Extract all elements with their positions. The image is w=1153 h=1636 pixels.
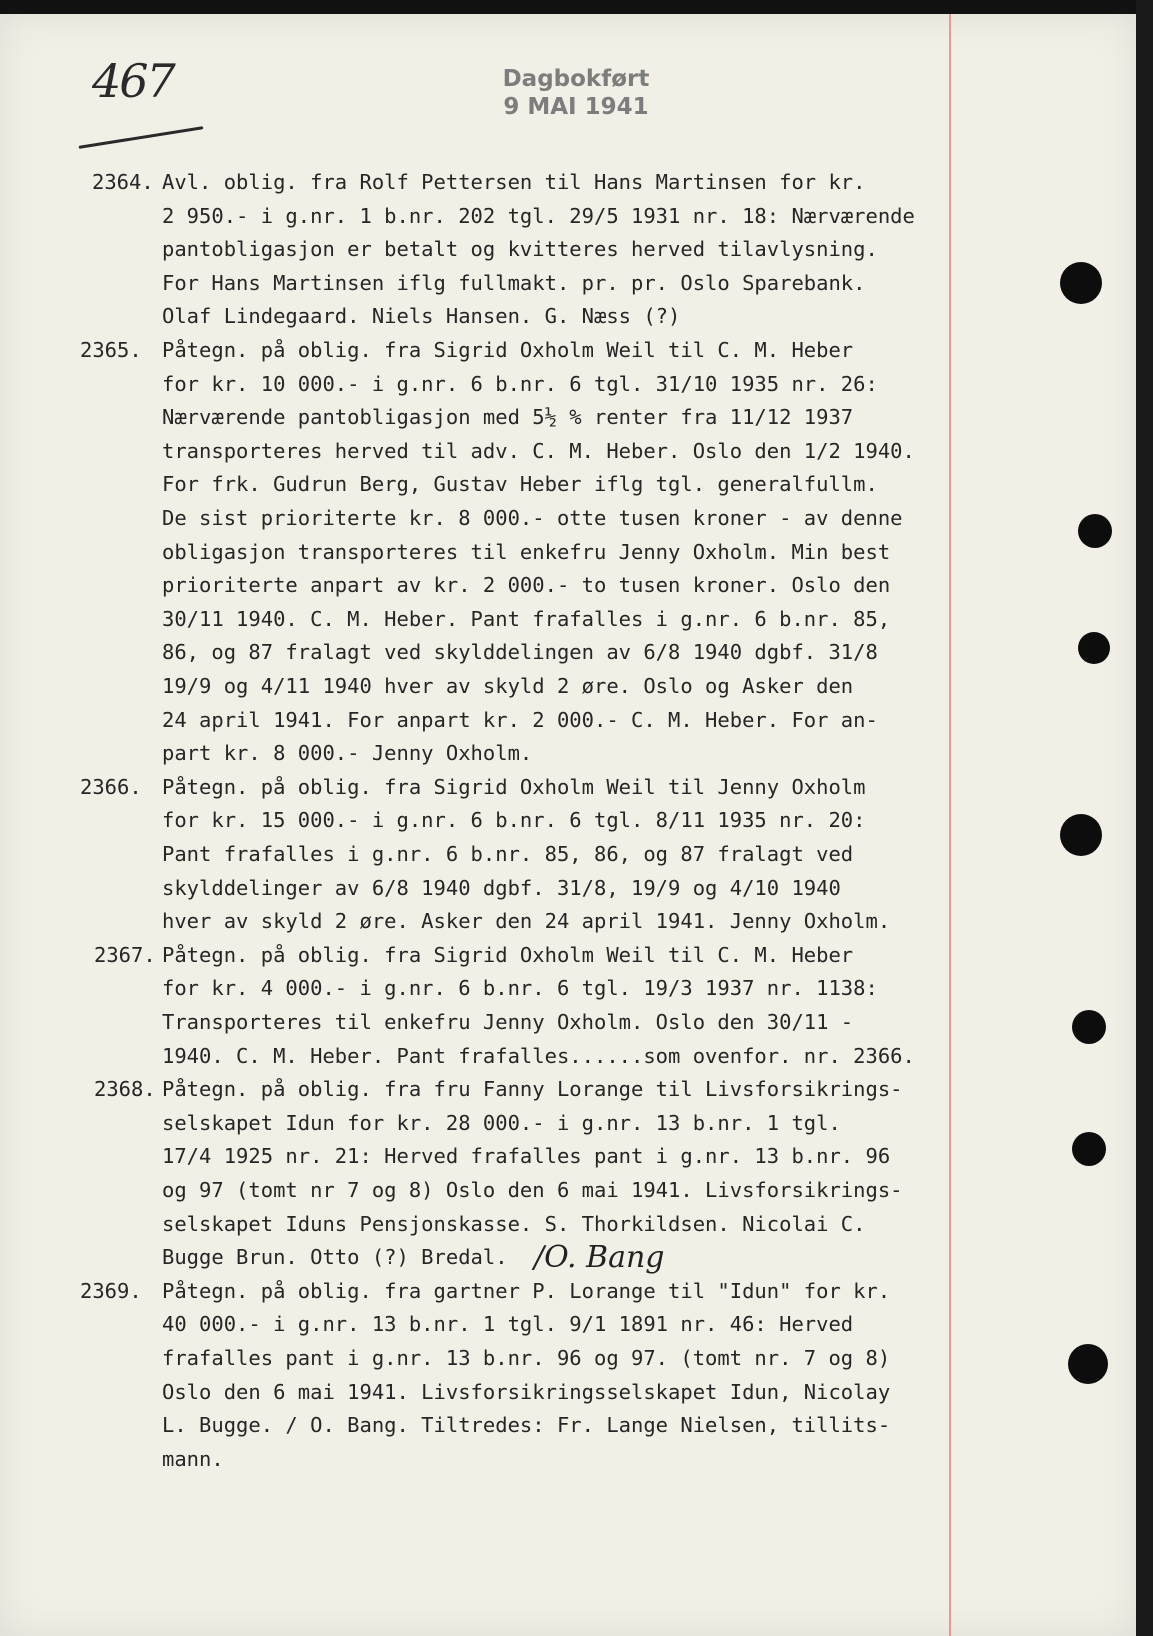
entry-text: Oslo den 6 mai 1941. Livsforsikringsselskapet Idun, Nicolay — [162, 1379, 891, 1404]
entry-number: 2367. — [94, 942, 156, 967]
entry-text: pantobligasjon er betalt og kvitteres herved tilavlysning. — [162, 237, 878, 262]
entry-text: De sist prioriterte kr. 8 000.- otte tusen kroner - av denne — [162, 506, 903, 530]
entry-text: Bugge Brun. Otto (?) Bredal. — [162, 1245, 508, 1270]
stamp-line-2: 9 MAI 1941 — [503, 94, 649, 120]
entry-text: transporteres herved til adv. C. M. Heber. Oslo den 1/2 1940. — [162, 438, 915, 463]
punch-hole — [1068, 1344, 1108, 1384]
entry-text: skylddelinger av 6/8 1940 dgbf. 31/8, 19/9 og 4/10 1940 — [162, 875, 841, 900]
entry-text: prioriterte anpart av kr. 2 000.- to tusen kroner. Oslo den — [162, 573, 891, 598]
handwritten-signature: /O. Bang — [534, 1240, 665, 1275]
punch-hole — [1078, 632, 1110, 664]
entry-text: Påtegn. på oblig. fra fru Fanny Lorange til Livsforsikrings- — [162, 1077, 903, 1102]
entry-text: 1940. C. M. Heber. Pant frafalles......som ovenfor. nr. 2366. — [162, 1043, 915, 1068]
entry-text: Avl. oblig. fra Rolf Pettersen til Hans Martinsen for kr. — [162, 170, 866, 194]
entry-text: Påtegn. på oblig. fra gartner P. Lorange til "Idun" for kr. — [162, 1278, 891, 1303]
punch-hole — [1072, 1010, 1106, 1044]
entry-text: 86, og 87 fralagt ved skylddelingen av 6/8 1940 dgbf. 31/8 — [162, 640, 878, 665]
scan-border-right — [1136, 0, 1153, 1636]
entry-text: obligasjon transporteres til enkefru Jenny Oxholm. Min best — [162, 539, 891, 564]
entry-text: for kr. 10 000.- i g.nr. 6 b.nr. 6 tgl. 31/10 1935 nr. 26: — [162, 371, 878, 396]
stamp-line-1: Dagbokført — [502, 66, 650, 92]
punch-hole — [1060, 814, 1102, 856]
entry-text: Olaf Lindegaard. Niels Hansen. G. Næss (?) — [162, 304, 681, 329]
entry-text: og 97 (tomt nr 7 og 8) Oslo den 6 mai 1941. Livsforsikrings- — [162, 1178, 903, 1202]
folio-number: 467 — [92, 54, 174, 108]
entry-text: L. Bugge. / O. Bang. Tiltredes: Fr. Lange Nielsen, tillits- — [162, 1413, 891, 1438]
entry-text: for kr. 4 000.- i g.nr. 6 b.nr. 6 tgl. 19/3 1937 nr. 1138: — [162, 976, 878, 1001]
entry-text: Påtegn. på oblig. fra Sigrid Oxholm Weil til Jenny Oxholm — [162, 774, 866, 799]
entry-text: For Hans Martinsen iflg fullmakt. pr. pr. Oslo Sparebank. — [162, 270, 866, 295]
entry-text: for kr. 15 000.- i g.nr. 6 b.nr. 6 tgl. 8/11 1935 nr. 20: — [162, 808, 866, 833]
margin-rule — [949, 14, 951, 1636]
entry-number: 2369. — [80, 1278, 142, 1303]
folio-underline — [79, 126, 204, 149]
entry-text: selskapet Idun for kr. 28 000.- i g.nr. 13 b.nr. 1 tgl. — [162, 1110, 841, 1135]
entry-text: part kr. 8 000.- Jenny Oxholm. — [162, 741, 533, 766]
entry-text: frafalles pant i g.nr. 13 b.nr. 96 og 97. (tomt nr. 7 og 8) — [162, 1346, 891, 1370]
entry-text: 24 april 1941. For anpart kr. 2 000.- C. M. Heber. For an- — [162, 707, 878, 732]
entry-number: 2366. — [80, 774, 142, 799]
entry-text: Påtegn. på oblig. fra Sigrid Oxholm Weil til C. M. Heber — [162, 942, 854, 967]
entry-text: Påtegn. på oblig. fra Sigrid Oxholm Weil til C. M. Heber — [162, 338, 854, 362]
entry-text: Pant frafalles i g.nr. 6 b.nr. 85, 86, og 87 fralagt ved — [162, 842, 854, 866]
punch-hole — [1060, 262, 1102, 304]
entry-text: 30/11 1940. C. M. Heber. Pant frafalles i g.nr. 6 b.nr. 85, — [162, 606, 891, 631]
punch-hole — [1078, 514, 1112, 548]
entry-text: 40 000.- i g.nr. 13 b.nr. 1 tgl. 9/1 1891 nr. 46: Herved — [162, 1312, 854, 1337]
entry-number: 2368. — [94, 1077, 156, 1102]
entry-number: 2364. — [92, 170, 154, 194]
dagbok-stamp — [486, 66, 666, 120]
entry-text: hver av skyld 2 øre. Asker den 24 april 1941. Jenny Oxholm. — [162, 909, 891, 934]
entry-text: 2 950.- i g.nr. 1 b.nr. 202 tgl. 29/5 1931 nr. 18: Nærværende — [162, 203, 915, 228]
entry-number: 2365. — [80, 338, 142, 362]
entry-text: 17/4 1925 nr. 21: Herved frafalles pant i g.nr. 13 b.nr. 96 — [162, 1144, 891, 1169]
entry-text: Nærværende pantobligasjon med 5½ % renter fra 11/12 1937 — [162, 405, 854, 430]
entry-text: 19/9 og 4/11 1940 hver av skyld 2 øre. Oslo og Asker den — [162, 674, 854, 698]
entry-text: Transporteres til enkefru Jenny Oxholm. Oslo den 30/11 - — [162, 1010, 854, 1034]
entry-text: mann. — [162, 1446, 224, 1471]
punch-hole — [1072, 1132, 1106, 1166]
entry-text: selskapet Iduns Pensjonskasse. S. Thorkildsen. Nicolai C. — [162, 1211, 866, 1236]
entry-text: For frk. Gudrun Berg, Gustav Heber iflg tgl. generalfullm. — [162, 472, 878, 497]
scan-border-top — [0, 0, 1153, 14]
ledger-page — [0, 14, 1136, 1636]
